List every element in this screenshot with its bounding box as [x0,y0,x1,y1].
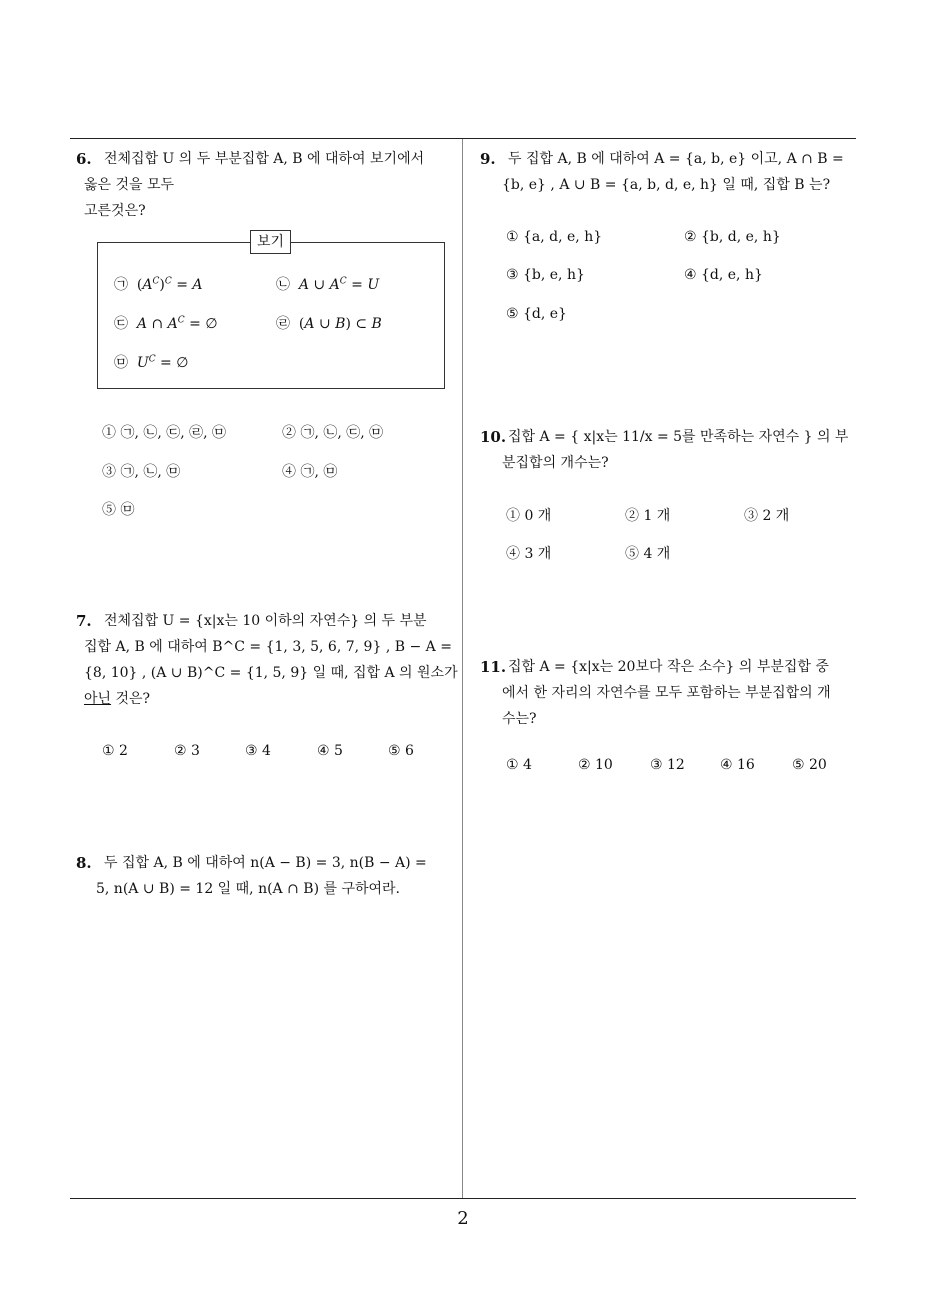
q7-option-4[interactable]: ④ 5 [317,743,343,759]
question-number: 6. [76,150,92,168]
q10-option-3[interactable]: ③ 2 개 [744,508,790,524]
question-number: 10. [480,428,507,446]
question-text-line: 집합 A = {x|x는 20보다 작은 소수} 의 부분집합 중 [508,659,829,675]
question-text-line: {b, e} , A ∪ B = {a, b, d, e, h} 일 때, 집합 B 는? [502,177,831,193]
example-item-5: ㉤ $U^C$ = ∅ [114,354,189,371]
question-text-line [76,686,458,712]
page-number: 2 [457,1208,469,1229]
q6-option-5[interactable]: ⑤ ㉤ [102,502,135,518]
question-10 [480,424,862,476]
q11-option-3[interactable]: ③ 12 [650,757,685,773]
q11-option-5[interactable]: ⑤ 20 [792,757,827,773]
question-text-line: 분집합의 개수는? [502,455,609,471]
question-6 [76,146,456,224]
question-text-line: 전체집합 U 의 두 부분집합 A, B 에 대하여 보기에서 [104,151,425,167]
question-text-line: 집합 A = { x|x는 11/x = 5를 만족하는 자연수 } 의 부 [508,429,849,445]
question-text-line: 두 집합 A, B 에 대하여 n(A − B) = 3, n(B − A) = [104,855,427,871]
q9-option-2[interactable]: ② {b, d, e, h} [684,229,781,245]
example-box-title: 보기 [250,230,291,254]
q11-option-4[interactable]: ④ 16 [720,757,755,773]
q7-option-2[interactable]: ② 3 [174,743,200,759]
question-8 [76,850,458,902]
example-item-4: ㉣ (A ∪ B) ⊂ B [276,316,382,332]
q10-option-1[interactable]: ① 0 개 [506,508,552,524]
question-9 [480,146,860,198]
q11-option-2[interactable]: ② 10 [578,757,613,773]
question-text-line: 고른것은? [84,203,146,219]
q11-option-1[interactable]: ① 4 [506,757,532,773]
q10-option-2[interactable]: ② 1 개 [625,508,671,524]
example-item-3: ㉢ A ∩ $A^C$ = ∅ [114,315,218,332]
q6-option-2[interactable]: ② ㉠, ㉡, ㉢, ㉤ [282,425,384,441]
question-text-line: 에서 한 자리의 자연수를 모두 포함하는 부분집합의 개 [502,685,831,701]
q9-option-5[interactable]: ⑤ {d, e} [506,306,567,322]
q9-option-1[interactable]: ① {a, d, e, h} [506,229,603,245]
q10-option-4[interactable]: ④ 3 개 [506,546,552,562]
bottom-rule [70,1198,856,1199]
column-divider [462,139,463,1198]
top-rule [70,138,856,139]
q6-option-4[interactable]: ④ ㉠, ㉤ [282,464,338,480]
q7-option-1[interactable]: ① 2 [102,743,128,759]
q6-option-3[interactable]: ③ ㉠, ㉡, ㉤ [102,464,181,480]
question-text-rest: 것은? [111,691,151,707]
question-11 [480,654,862,732]
underlined-word: 아닌 [84,691,112,707]
example-item-1: ㉠ $(A^C)^C = A$ [114,276,203,293]
question-text-line: {8, 10} , (A ∪ B)^C = {1, 5, 9} 일 때, 집합 A 의 원소가 [84,665,458,681]
question-number: 9. [480,150,496,168]
question-text-line: 옳은 것을 모두 [84,177,175,193]
question-number: 8. [76,854,92,872]
question-text-line: 5, n(A ∪ B) = 12 일 때, n(A ∩ B) 를 구하여라. [96,881,401,897]
example-item-2: ㉡ A ∪ $A^C = U$ [276,276,380,293]
q9-option-3[interactable]: ③ {b, e, h} [506,267,585,283]
question-text-line: 전체집합 U = {x|x는 10 이하의 자연수} 의 두 부분 [104,613,427,629]
question-number: 7. [76,612,92,630]
q10-option-5[interactable]: ⑤ 4 개 [625,546,671,562]
q9-option-4[interactable]: ④ {d, e, h} [684,267,763,283]
q6-option-1[interactable]: ① ㉠, ㉡, ㉢, ㉣, ㉤ [102,425,227,441]
q7-option-5[interactable]: ⑤ 6 [388,743,414,759]
question-number: 11. [480,658,507,676]
question-text-line: 수는? [502,711,537,727]
question-text-line: 집합 A, B 에 대하여 B^C = {1, 3, 5, 6, 7, 9} , B − A = [84,639,452,655]
question-text-line: 두 집합 A, B 에 대하여 A = {a, b, e} 이고, A ∩ B = [508,151,844,167]
question-7 [76,608,458,712]
q7-option-3[interactable]: ③ 4 [245,743,271,759]
